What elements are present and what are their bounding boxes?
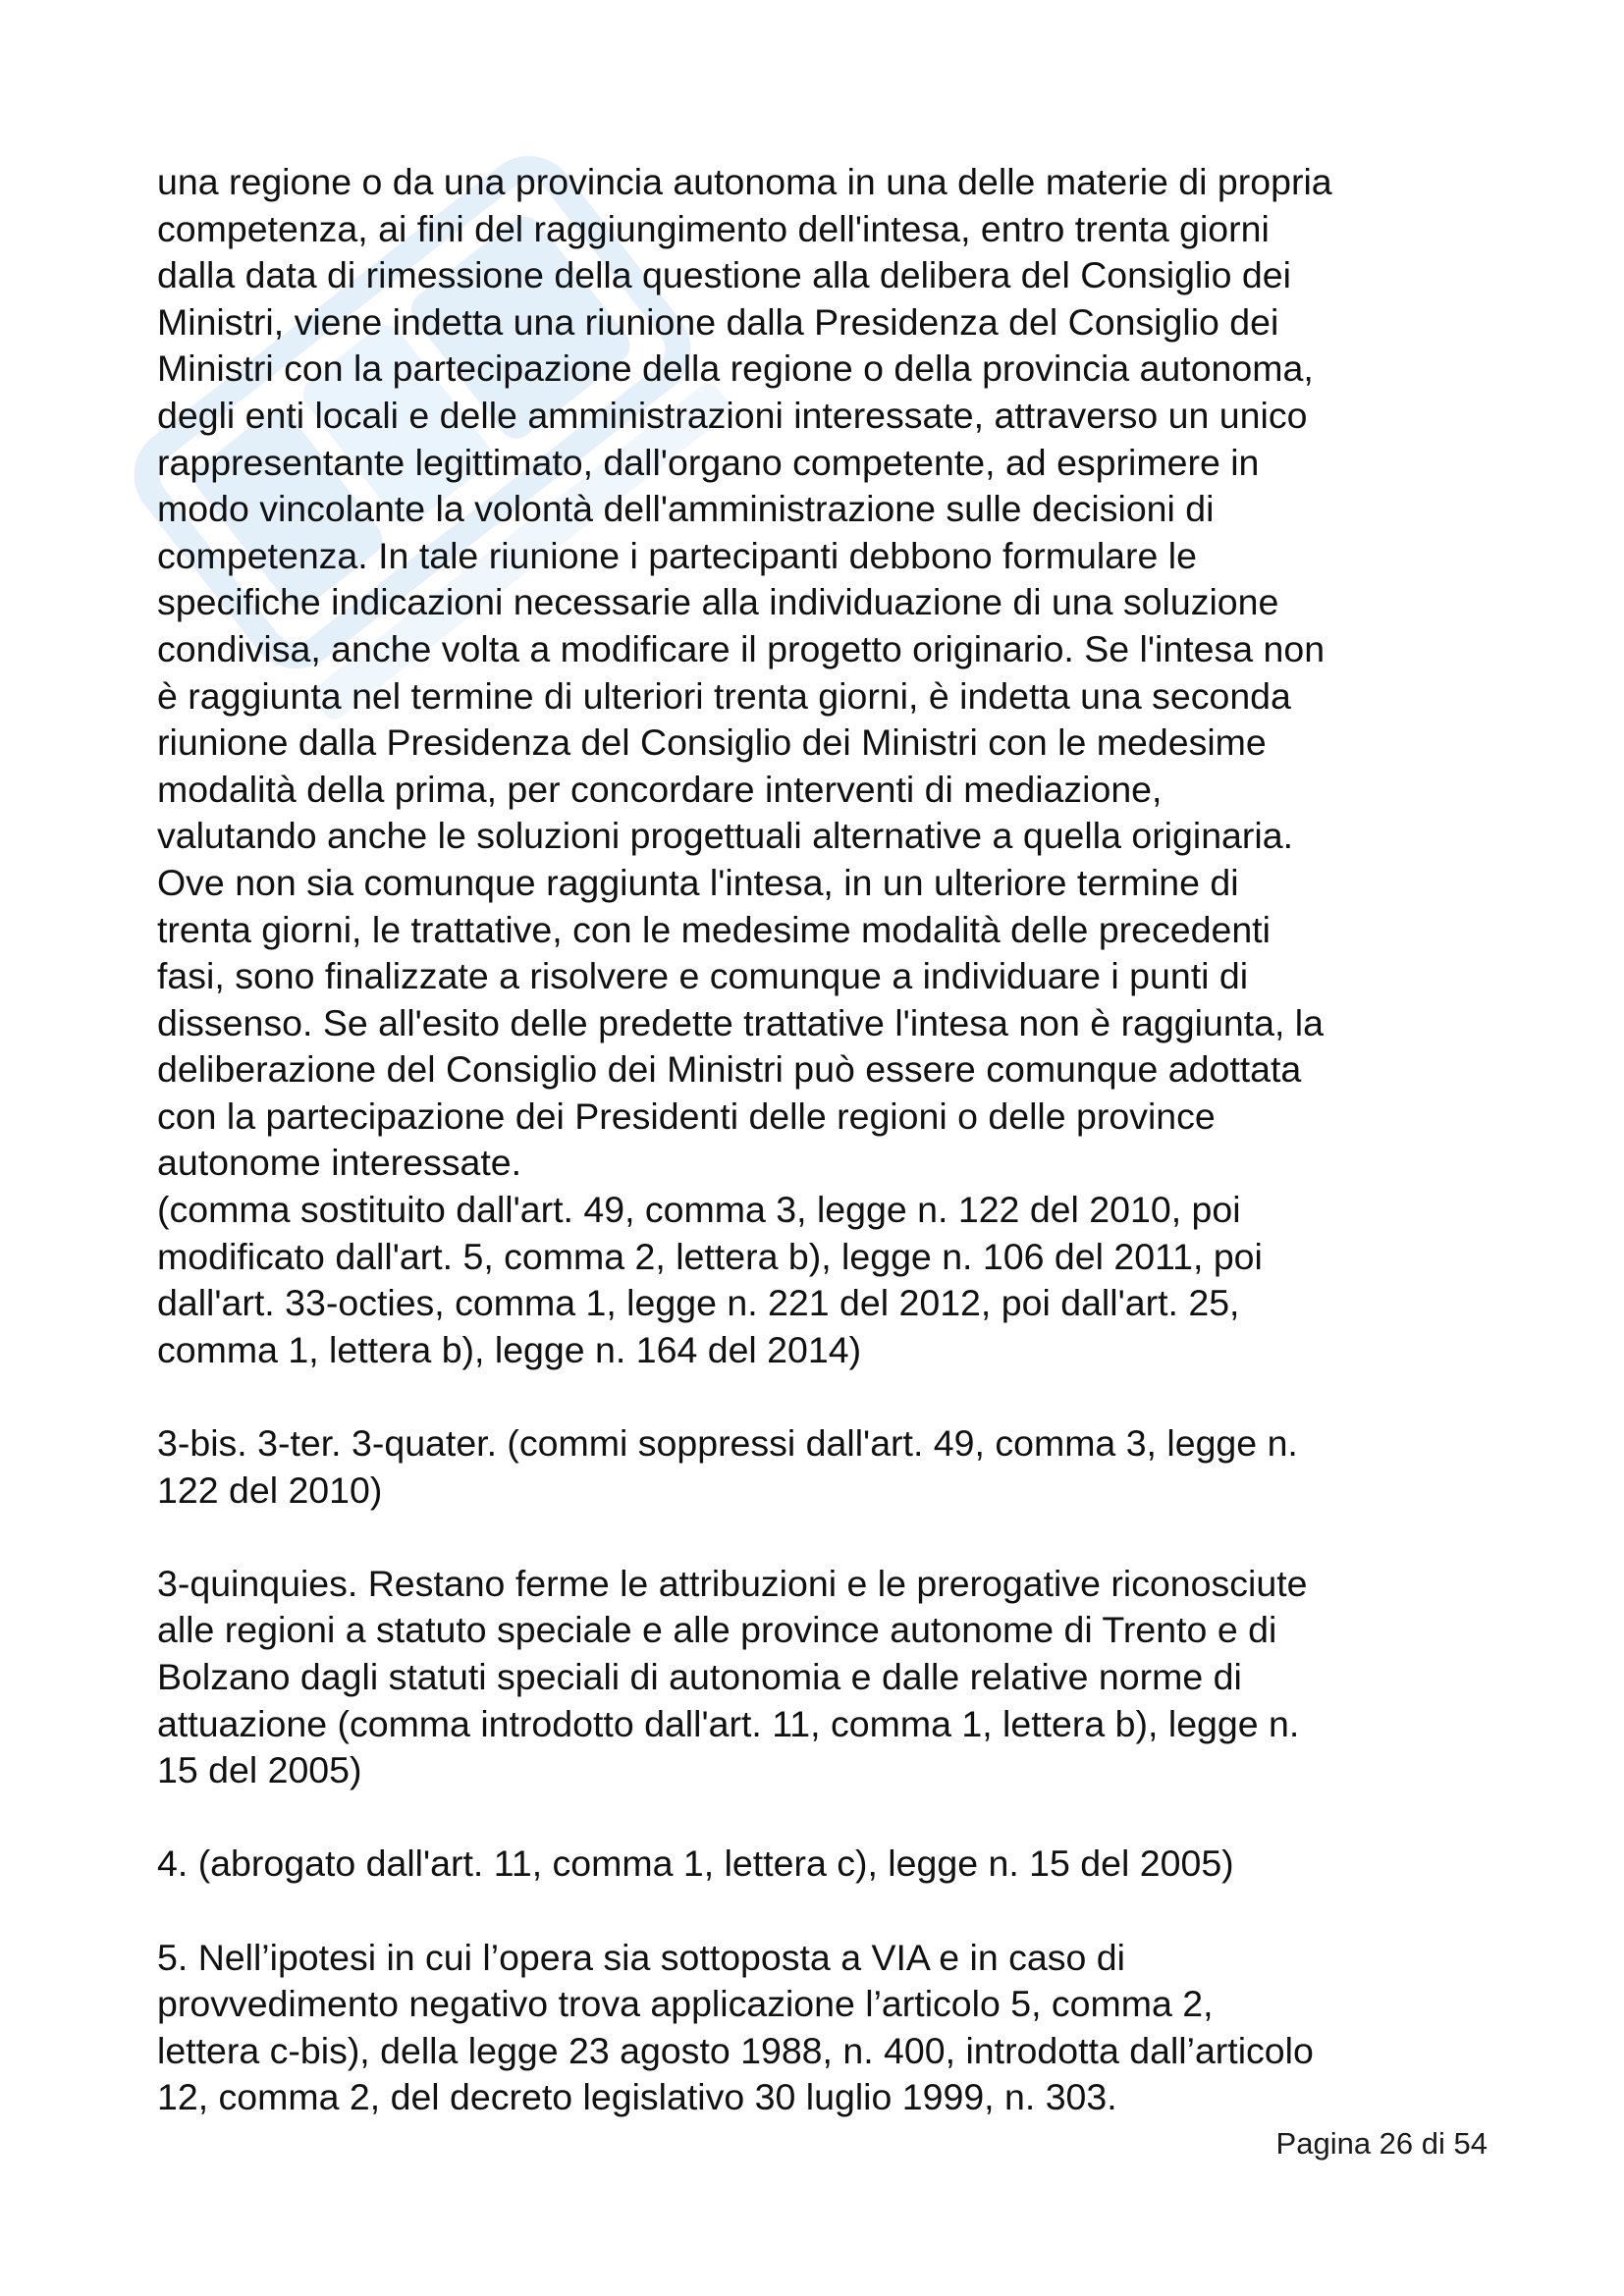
paragraph-comma-5: 5. Nell’ipotesi in cui l’opera sia sottoposta a VIA e in caso di provvedimento negativo trova applicazione l’articolo 5, comma 2, lettera c-bis), della legge 23 agosto 1988, n. 400, introdotta dall’articolo 12, comma 2, del decreto legislativo 30 luglio 1999, n. 303.	[157, 1936, 1314, 2118]
page-number: Pagina 26 di 54	[1275, 2126, 1488, 2161]
document-body	[157, 159, 1492, 2121]
paragraph-comma-4: 4. (abrogato dall'art. 11, comma 1, lettera c), legge n. 15 del 2005)	[157, 1842, 1234, 1885]
paragraph-comma-3-bis: 3-bis. 3-ter. 3-quater. (commi soppressi dall'art. 49, comma 3, legge n. 122 del 2010)	[157, 1422, 1298, 1511]
paragraph-comma-3-quinquies: 3-quinquies. Restano ferme le attribuzioni e le prerogative riconosciute alle regioni a statuto speciale e alle province autonome di Trento e di Bolzano dagli statuti speciali di autonomia e dalle relative norme di attuazione (comma introdotto dall'art. 11, comma 1, lettera b), legge n. 15 del 2005)	[157, 1562, 1308, 1791]
paragraph-comma-3-text: una regione o da una provincia autonoma in una delle materie di propria competenza, ai fini del raggiungimento dell'intesa, entro trenta giorni dalla data di rimessione della questione alla delibera del Consiglio dei Ministri, viene indetta una riunione dalla Presidenza del Consiglio dei Ministri con la partecipazione della regione o della provincia autonoma, degli enti locali e delle amministrazioni interessate, attraverso un unico rappresentante legittimato, dall'organo competente, ad esprimere in modo vincolante la volontà dell'amministrazione sulle decisioni di competenza. In tale riunione i partecipanti debbono formulare le specifiche indicazioni necessarie alla individuazione di una soluzione condivisa, anche volta a modificare il progetto originario. Se l'intesa non è raggiunta nel termine di ulteriori trenta giorni, è indetta una seconda riunione dalla Presidenza del Consiglio dei Ministri con le medesime modalità della prima, per concordare interventi di mediazione, valutando anche le soluzioni progettuali alternative a quella originaria. Ove non sia comunque raggiunta l'intesa, in un ulteriore termine di trenta giorni, le trattative, con le medesime modalità delle precedenti fasi, sono finalizzate a risolvere e comunque a individuare i punti di dissenso. Se all'esito delle predette trattative l'intesa non è raggiunta, la deliberazione del Consiglio dei Ministri può essere comunque adottata con la partecipazione dei Presidenti delle regioni o delle province autonome interessate. (comma sostituito dall'art. 49, comma 3, legge n. 122 del 2010, poi modificato dall'art. 5, comma 2, lettera b), legge n. 106 del 2011, poi dall'art. 33-octies, comma 1, legge n. 221 del 2012, poi dall'art. 25, comma 1, lettera b), legge n. 164 del 2014)	[157, 161, 1332, 1370]
